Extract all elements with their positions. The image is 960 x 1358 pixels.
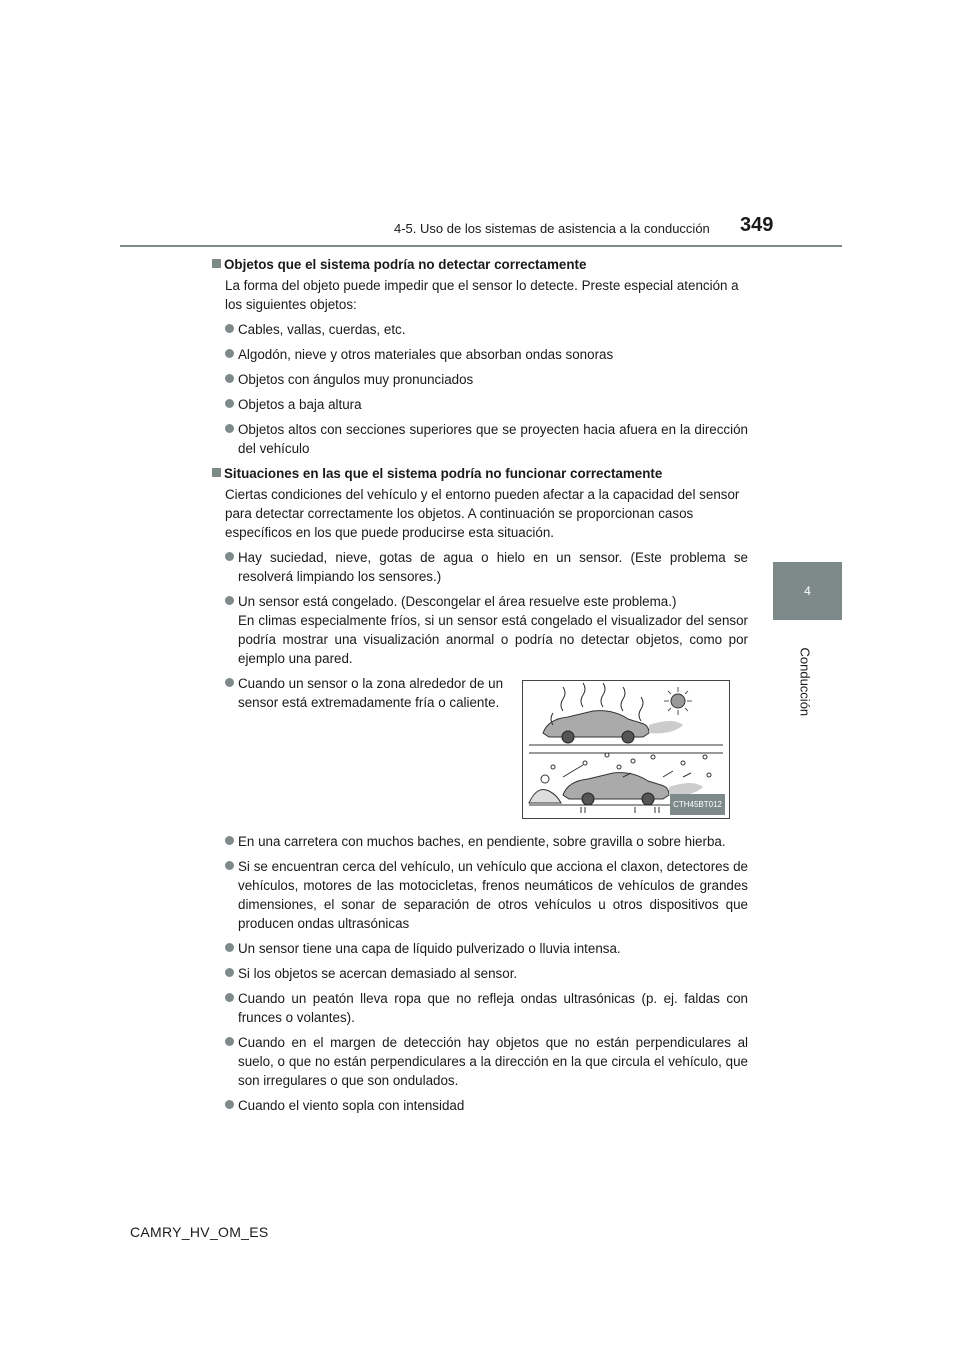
- list-item: Hay suciedad, nieve, gotas de agua o hielo en un sensor. (Este problema se resolverá limpiando los sensores.): [225, 548, 748, 586]
- list-item: Un sensor está congelado. (Descongelar el área resuelve este problema.) En climas especialmente fríos, si un sensor está congelado el visualizador del sensor podría mostrar una visualización anormal o podría no detectar objetos, como por ejemplo una pared.: [225, 592, 748, 668]
- section-intro: Ciertas condiciones del vehículo y el entorno pueden afectar a la capacidad del sensor para detectar correctamente los objetos. A continuación se proporcionan casos específicos en los que puede producirse esta situación.: [225, 487, 740, 540]
- figure-code: CTH45BT012: [670, 794, 725, 815]
- bullet-dot-icon: [225, 349, 234, 358]
- header-divider: [120, 245, 842, 247]
- document-code: CAMRY_HV_OM_ES: [130, 1224, 269, 1240]
- page-number: 349: [740, 214, 774, 236]
- bullet-dot-icon: [225, 374, 234, 383]
- list-item: Objetos altos con secciones superiores que se proyecten hacia afuera en la dirección del vehículo: [225, 420, 748, 458]
- header-section-title: 4-5. Uso de los sistemas de asistencia a la conducción: [394, 221, 710, 236]
- list-item: Cuando en el margen de detección hay objetos que no están perpendiculares al suelo, o que no están perpendiculares a la dirección en la que circula el vehículo, que son irregulares o que son ondulados.: [225, 1033, 748, 1090]
- bullet-dot-icon: [225, 836, 234, 845]
- main-content: [212, 255, 748, 1121]
- bullet-dot-icon: [225, 1100, 234, 1109]
- bullet-dot-icon: [225, 596, 234, 605]
- section-heading-situations: Situaciones en las que el sistema podría no funcionar correctamente: [212, 464, 748, 483]
- bullet-dot-icon: [225, 324, 234, 333]
- bullet-dot-icon: [225, 678, 234, 687]
- bullet-dot-icon: [225, 861, 234, 870]
- bullet-dot-icon: [225, 1037, 234, 1046]
- list-item: Cuando el viento sopla con intensidad: [225, 1096, 748, 1115]
- bullet-dot-icon: [225, 943, 234, 952]
- bullet-dot-icon: [225, 968, 234, 977]
- bullet-dot-icon: [225, 993, 234, 1002]
- square-bullet-icon: [212, 468, 221, 477]
- section-heading-objects: Objetos que el sistema podría no detectar correctamente: [212, 255, 748, 274]
- list-item: Algodón, nieve y otros materiales que absorban ondas sonoras: [225, 345, 748, 364]
- list-item: Objetos a baja altura: [225, 395, 748, 414]
- square-bullet-icon: [212, 259, 221, 268]
- bullet-dot-icon: [225, 424, 234, 433]
- bullet-dot-icon: [225, 399, 234, 408]
- list-item: En una carretera con muchos baches, en pendiente, sobre gravilla o sobre hierba.: [225, 832, 748, 851]
- list-item: Un sensor tiene una capa de líquido pulverizado o lluvia intensa.: [225, 939, 748, 958]
- section-intro: La forma del objeto puede impedir que el sensor lo detecte. Preste especial atención a los siguientes objetos:: [225, 278, 739, 312]
- list-item: Si se encuentran cerca del vehículo, un vehículo que acciona el claxon, detectores de vehículos, motores de las motocicletas, frenos neumáticos de vehículos de grandes dimensiones, el sonar de separación de otros vehículos u otros dispositivos que producen ondas ultrasónicas: [225, 857, 748, 933]
- illustration-hot-cold-sensor: [522, 680, 730, 819]
- list-item: Si los objetos se acercan demasiado al sensor.: [225, 964, 748, 983]
- list-item: Objetos con ángulos muy pronunciados: [225, 370, 748, 389]
- chapter-tab[interactable]: 4: [773, 562, 842, 620]
- list-item: Cables, vallas, cuerdas, etc.: [225, 320, 748, 339]
- figure-row: [212, 674, 748, 824]
- chapter-tab-label: Conducción: [797, 647, 813, 717]
- list-item: Cuando un sensor o la zona alrededor de un sensor está extremadamente fría o caliente.: [225, 674, 508, 712]
- bullet-dot-icon: [225, 552, 234, 561]
- list-item: Cuando un peatón lleva ropa que no refleja ondas ultrasónicas (p. ej. faldas con frunces o volantes).: [225, 989, 748, 1027]
